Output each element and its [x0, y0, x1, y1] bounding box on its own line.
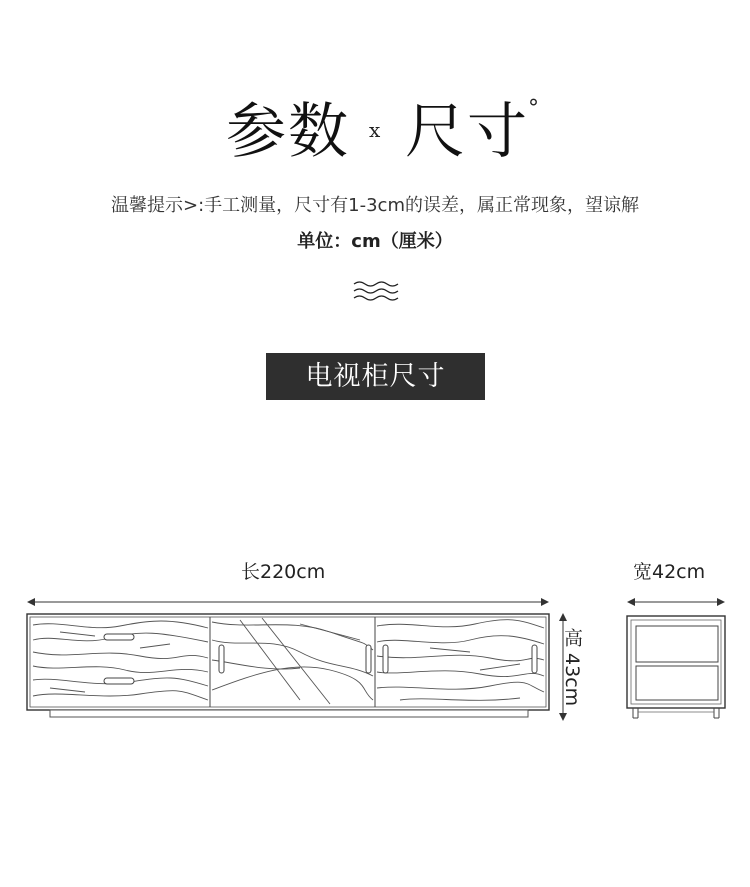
- height-label: 高 43cm: [561, 628, 583, 707]
- unit-note: 单位：cm（厘米）: [297, 231, 453, 252]
- width-label: 宽42cm: [633, 561, 706, 583]
- cabinet-side-view: [627, 616, 725, 718]
- length-label: 长220cm: [241, 561, 326, 583]
- heading-size: 尺寸: [405, 97, 529, 167]
- section-title-tv-cabinet: 电视柜尺寸: [266, 353, 485, 400]
- heading-separator: x: [369, 118, 381, 142]
- measurement-notice: 温馨提示>:手工测量，尺寸有1-3cm的误差，属正常现象，望谅解: [111, 195, 639, 216]
- heading-degree-mark: °: [528, 96, 539, 121]
- heading-params: 参数: [226, 97, 350, 167]
- cabinet-front-view: [27, 614, 549, 717]
